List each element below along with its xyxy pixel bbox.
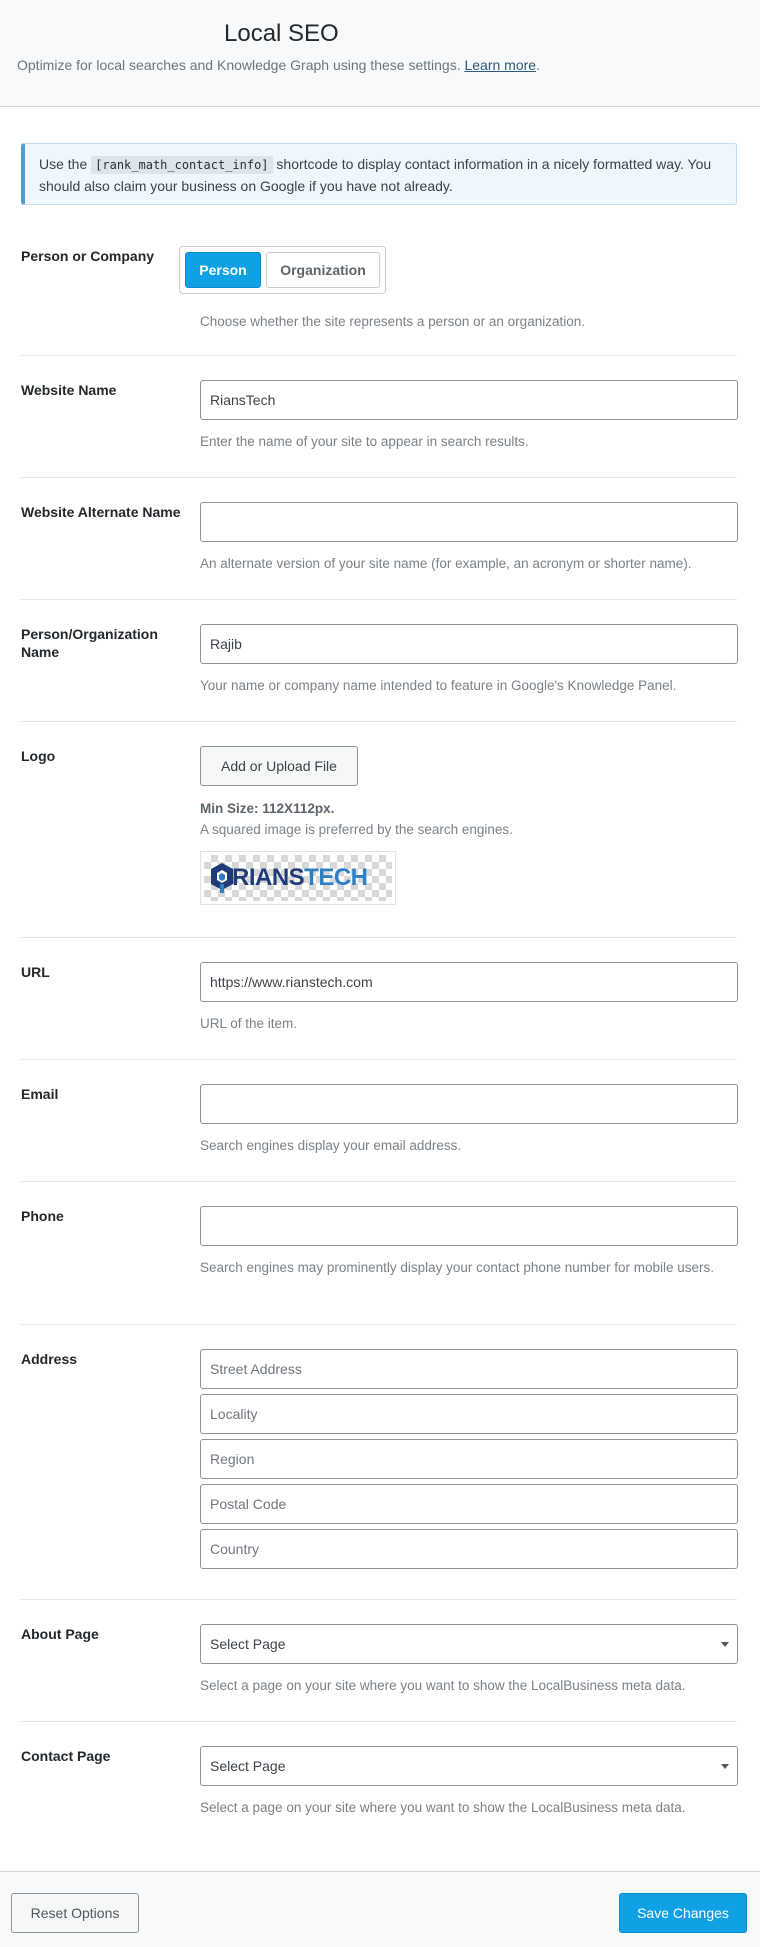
country-input[interactable]: [200, 1529, 738, 1569]
url-description: URL of the item.: [200, 1016, 298, 1031]
about-page-select[interactable]: [200, 1624, 738, 1664]
contact-page-field: [200, 1746, 738, 1818]
logo-field: [200, 746, 738, 840]
notice-text-after: shortcode to display contact information in a nicely formatted way. You should also claim your business on Google if you have not already.: [39, 156, 712, 194]
region-input[interactable]: [200, 1439, 738, 1479]
phone-description: Search engines may prominently display your contact phone number for mobile users.: [200, 1260, 715, 1275]
logo-preview[interactable]: [200, 851, 396, 905]
save-changes-button[interactable]: Save Changes: [619, 1893, 747, 1933]
divider: [21, 1599, 737, 1600]
logo-min-size: Min Size: 112X112px.: [200, 801, 335, 816]
logo-mark-icon: [210, 862, 234, 894]
person-or-company-toggle: [179, 246, 386, 294]
phone-input[interactable]: [200, 1206, 738, 1246]
phone-label: Phone: [21, 1208, 64, 1224]
email-field: [200, 1084, 738, 1156]
logo-label: Logo: [21, 748, 56, 764]
divider: [21, 1721, 737, 1722]
postal-code-input[interactable]: [200, 1484, 738, 1524]
divider: [21, 477, 737, 478]
shortcode-code: [rank_math_contact_info]: [91, 156, 272, 174]
email-input[interactable]: [200, 1084, 738, 1124]
website-alternate-name-field: [200, 502, 738, 574]
website-alternate-name-input[interactable]: [200, 502, 738, 542]
divider: [21, 721, 737, 722]
website-name-label: Website Name: [21, 382, 117, 398]
person-option-button[interactable]: Person: [185, 252, 261, 288]
page-title: Local SEO: [224, 20, 339, 47]
subtitle-text: Optimize for local searches and Knowledge Graph using these settings.: [17, 57, 461, 73]
organization-name-input[interactable]: [200, 624, 738, 664]
address-fields: [200, 1349, 738, 1569]
url-field: [200, 962, 738, 1034]
website-name-input[interactable]: [200, 380, 738, 420]
url-label: URL: [21, 964, 50, 980]
learn-more-link[interactable]: Learn more: [464, 57, 537, 73]
reset-options-button[interactable]: Reset Options: [11, 1893, 139, 1933]
website-name-field: [200, 380, 738, 452]
about-page-field: [200, 1624, 738, 1696]
footer-bar: [0, 1871, 760, 1947]
organization-name-label: Person/Organization Name: [21, 626, 158, 660]
organization-name-field: [200, 624, 738, 696]
locality-input[interactable]: [200, 1394, 738, 1434]
about-page-selected: Select Page: [210, 1636, 286, 1652]
website-name-description: Enter the name of your site to appear in search results.: [200, 434, 529, 449]
about-page-description: Select a page on your site where you want to show the LocalBusiness meta data.: [200, 1678, 686, 1693]
person-or-company-description: Choose whether the site represents a person or an organization.: [200, 314, 585, 329]
contact-page-selected: Select Page: [210, 1758, 286, 1774]
page-subtitle: Optimize for local searches and Knowledge Graph using these settings. Learn more.: [17, 57, 540, 73]
page-header: [0, 0, 760, 107]
chevron-down-icon: [721, 1642, 729, 1647]
organization-option-button[interactable]: Organization: [266, 252, 380, 288]
divider: [21, 1181, 737, 1182]
about-page-label: About Page: [21, 1626, 99, 1642]
website-alternate-name-label: Website Alternate Name: [21, 504, 181, 520]
contact-page-label: Contact Page: [21, 1748, 111, 1764]
person-or-company-label: Person or Company: [21, 248, 155, 264]
divider: [21, 355, 737, 356]
phone-field: [200, 1206, 738, 1278]
contact-page-select[interactable]: [200, 1746, 738, 1786]
website-alternate-name-description: An alternate version of your site name (for example, an acronym or shorter name).: [200, 556, 692, 571]
address-label: Address: [21, 1351, 78, 1367]
divider: [21, 1324, 737, 1325]
email-label: Email: [21, 1086, 59, 1102]
logo-wordmark: RIANSTECH: [232, 864, 368, 891]
url-input[interactable]: [200, 962, 738, 1002]
add-or-upload-file-button[interactable]: Add or Upload File: [200, 746, 358, 786]
divider: [21, 599, 737, 600]
chevron-down-icon: [721, 1764, 729, 1769]
logo-description: A squared image is preferred by the search engines.: [200, 822, 513, 837]
street-address-input[interactable]: [200, 1349, 738, 1389]
contact-page-description: Select a page on your site where you want to show the LocalBusiness meta data.: [200, 1800, 686, 1815]
logo-image: [204, 855, 392, 901]
notice-text-before: Use the: [39, 156, 88, 172]
divider: [21, 937, 737, 938]
organization-name-description: Your name or company name intended to feature in Google's Knowledge Panel.: [200, 678, 677, 693]
shortcode-notice: [21, 143, 737, 205]
email-description: Search engines display your email address.: [200, 1138, 462, 1153]
divider: [21, 1059, 737, 1060]
